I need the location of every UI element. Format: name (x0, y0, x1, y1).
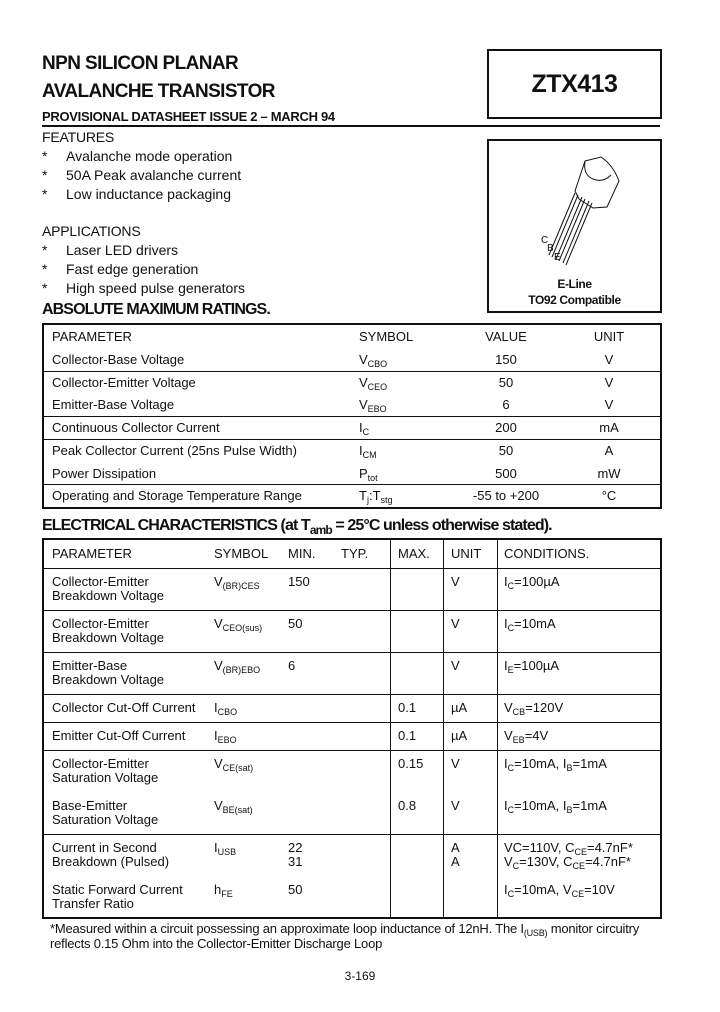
symbol-cell: $I_{CBO}$ (214, 700, 238, 717)
min-cell: 50 (288, 882, 303, 897)
max-cell: 0.1 (398, 728, 417, 743)
unit-cell: V (451, 574, 460, 589)
page-number: 3-169 (344, 969, 376, 983)
conditions-cell: $I_C=10mA$, $V_{CE}=10V$ (504, 882, 615, 899)
to92-transistor-icon (489, 141, 660, 271)
part-number-box (487, 49, 662, 119)
part-number: ZTX413 (531, 69, 618, 98)
symbol-cell: $V_{CEO}$ (359, 374, 388, 392)
feature-item: * 50A Peak avalanche current (42, 167, 242, 183)
unit-cell: V (604, 374, 614, 390)
symbol-cell: $V_{CE(sat)}$ (214, 756, 254, 773)
footnote: *Measured within a circuit possessing an approximate loop inductance of 12nH. The $I_{(USB)}$ monitor circuitry reflects 0.15 Ohm into the Collector-Emitter Discharge Loop (50, 921, 640, 951)
unit-cell: V (451, 798, 460, 813)
table-row (44, 876, 660, 917)
parameter-cell: Base-Emitter Saturation Voltage (52, 798, 159, 827)
abs-max-heading: ABSOLUTE MAXIMUM RATINGS. (42, 301, 270, 318)
feature-item: * Avalanche mode operation (42, 148, 233, 164)
symbol-cell: $I_{EBO}$ (214, 728, 237, 745)
table-row (44, 462, 660, 486)
table-row (44, 371, 660, 394)
symbol-cell: $V_{(BR)EBO}$ (214, 658, 261, 675)
applications-heading: APPLICATIONS (42, 223, 141, 239)
parameter-cell: Peak Collector Current (25ns Pulse Width) (52, 442, 297, 458)
table-row (44, 792, 660, 835)
conditions-cell: $V_C=130V$, $C_{CE}=4.7nF*$ (504, 854, 631, 871)
application-item: * Fast edge generation (42, 261, 199, 277)
table-row (44, 652, 660, 695)
value-cell: 6 (502, 397, 510, 413)
table-row (44, 416, 660, 440)
conditions-cell: $I_C=10mA$, $I_B=1mA$ (504, 798, 607, 815)
parameter-cell: Power Dissipation (52, 465, 157, 481)
table-row (44, 348, 660, 372)
conditions-cell: $I_C=10mA$, $I_B=1mA$ (504, 756, 607, 773)
max-cell: 0.8 (398, 798, 417, 813)
value-cell: 50 (498, 442, 514, 458)
col-header-unit: UNIT (451, 546, 482, 561)
unit-cell: V (604, 397, 614, 413)
svg-text:C: C (541, 235, 549, 246)
table-row (44, 568, 660, 611)
col-header-parameter: PARAMETER (52, 546, 132, 561)
value-cell: 200 (495, 420, 517, 435)
col-header-symbol: SYMBOL (214, 546, 269, 561)
symbol-cell: $V_{CEO(sus)}$ (214, 616, 263, 633)
parameter-cell: Collector-Emitter Saturation Voltage (52, 756, 159, 785)
value-cell: 150 (495, 351, 517, 367)
symbol-cell: $V_{CBO}$ (359, 351, 388, 369)
unit-cell: mA (599, 420, 619, 435)
unit-cell: V (451, 756, 460, 771)
title-line-2: AVALANCHE TRANSISTOR (42, 81, 275, 102)
application-item: * High speed pulse generators (42, 280, 246, 296)
table-row (44, 484, 660, 507)
symbol-cell: $I_{USB}$ (214, 840, 237, 857)
svg-text:B: B (547, 243, 554, 254)
value-cell: 500 (495, 465, 517, 481)
conditions-cell: VC=110V, $C_{CE}=4.7nF*$ (504, 840, 633, 857)
symbol-cell: $I_C$ (359, 420, 370, 437)
feature-item: * Low inductance packaging (42, 186, 232, 202)
conditions-cell: $V_{CB}=120V$ (504, 700, 564, 717)
symbol-cell: $P_{tot}$ (359, 465, 378, 483)
max-cell: 0.1 (398, 700, 417, 715)
value-cell: 50 (498, 374, 514, 390)
col-header-value: VALUE (485, 329, 527, 344)
unit-cell: µA (451, 700, 468, 715)
max-cell: 0.15 (398, 756, 424, 771)
parameter-cell: Collector-Emitter Voltage (52, 374, 196, 390)
parameter-cell: Collector-Emitter Breakdown Voltage (52, 616, 165, 645)
col-header-symbol: SYMBOL (359, 329, 414, 344)
parameter-cell: Static Forward Current Transfer Ratio (52, 882, 183, 911)
unit-cell: °C (601, 488, 617, 504)
features-heading: FEATURES (42, 129, 115, 145)
package-caption-line2: TO92 Compatible (528, 293, 621, 307)
table-row (44, 439, 660, 462)
electrical-table (42, 538, 662, 919)
table-row (44, 694, 660, 723)
parameter-cell: Emitter Cut-Off Current (52, 728, 186, 743)
datasheet-issue: PROVISIONAL DATASHEET ISSUE 2 – MARCH 94 (42, 109, 335, 124)
parameter-cell: Collector-Emitter Breakdown Voltage (52, 574, 165, 603)
package-caption-line1: E-Line (557, 277, 592, 291)
unit-cell: µA (451, 728, 468, 743)
parameter-cell: Continuous Collector Current (52, 420, 220, 435)
parameter-cell: Emitter-Base Voltage (52, 397, 175, 413)
unit-cell: A A (451, 840, 460, 869)
table-row (44, 722, 660, 751)
unit-cell: V (451, 616, 460, 631)
conditions-cell: $I_C=100\mu A$ (504, 574, 560, 591)
col-header-parameter: PARAMETER (52, 329, 132, 344)
abs-max-table (42, 323, 662, 509)
header-rule (42, 125, 660, 127)
col-header-unit: UNIT (593, 329, 625, 344)
col-header-conditions: CONDITIONS. (504, 546, 590, 561)
electrical-header-row (44, 540, 660, 569)
parameter-cell: Emitter-Base Breakdown Voltage (52, 658, 165, 687)
symbol-cell: $V_{EBO}$ (359, 397, 387, 415)
svg-text:E: E (554, 252, 561, 263)
min-cell: 22 31 (288, 840, 303, 869)
package-box (487, 139, 662, 313)
col-header-typ: TYP. (341, 546, 369, 561)
abs-max-header-row (44, 325, 660, 348)
unit-cell: mW (597, 465, 621, 481)
symbol-cell: $h_{FE}$ (214, 882, 233, 899)
table-row (44, 610, 660, 653)
parameter-cell: Collector Cut-Off Current (52, 700, 196, 715)
unit-cell: V (604, 351, 614, 367)
min-cell: 50 (288, 616, 303, 631)
title-line-1: NPN SILICON PLANAR (42, 53, 239, 74)
application-item: * Laser LED drivers (42, 242, 179, 258)
min-cell: 6 (288, 658, 296, 673)
parameter-cell: Current in Second Breakdown (Pulsed) (52, 840, 170, 869)
symbol-cell: $V_{BE(sat)}$ (214, 798, 253, 815)
unit-cell: A (604, 442, 614, 458)
parameter-cell: Collector-Base Voltage (52, 351, 185, 367)
col-header-max: MAX. (398, 546, 430, 561)
min-cell: 150 (288, 574, 310, 589)
conditions-cell: $I_E=100\mu A$ (504, 658, 560, 675)
electrical-heading: ELECTRICAL CHARACTERISTICS (at $T_{amb} = 25^\circ C$ unless otherwise stated). (42, 517, 552, 537)
conditions-cell: $V_{EB}=4V$ (504, 728, 549, 745)
value-cell: -55 to +200 (472, 488, 540, 504)
symbol-cell: $T_j:T_{stg}$ (359, 488, 393, 506)
unit-cell: V (451, 658, 460, 673)
symbol-cell: $I_{CM}$ (359, 442, 377, 460)
parameter-cell: Operating and Storage Temperature Range (52, 488, 302, 504)
table-row (44, 750, 660, 792)
col-header-min: MIN. (288, 546, 316, 561)
symbol-cell: $V_{(BR)CES}$ (214, 574, 260, 591)
table-row (44, 393, 660, 417)
conditions-cell: $I_C=10mA$ (504, 616, 556, 633)
table-row (44, 834, 660, 876)
